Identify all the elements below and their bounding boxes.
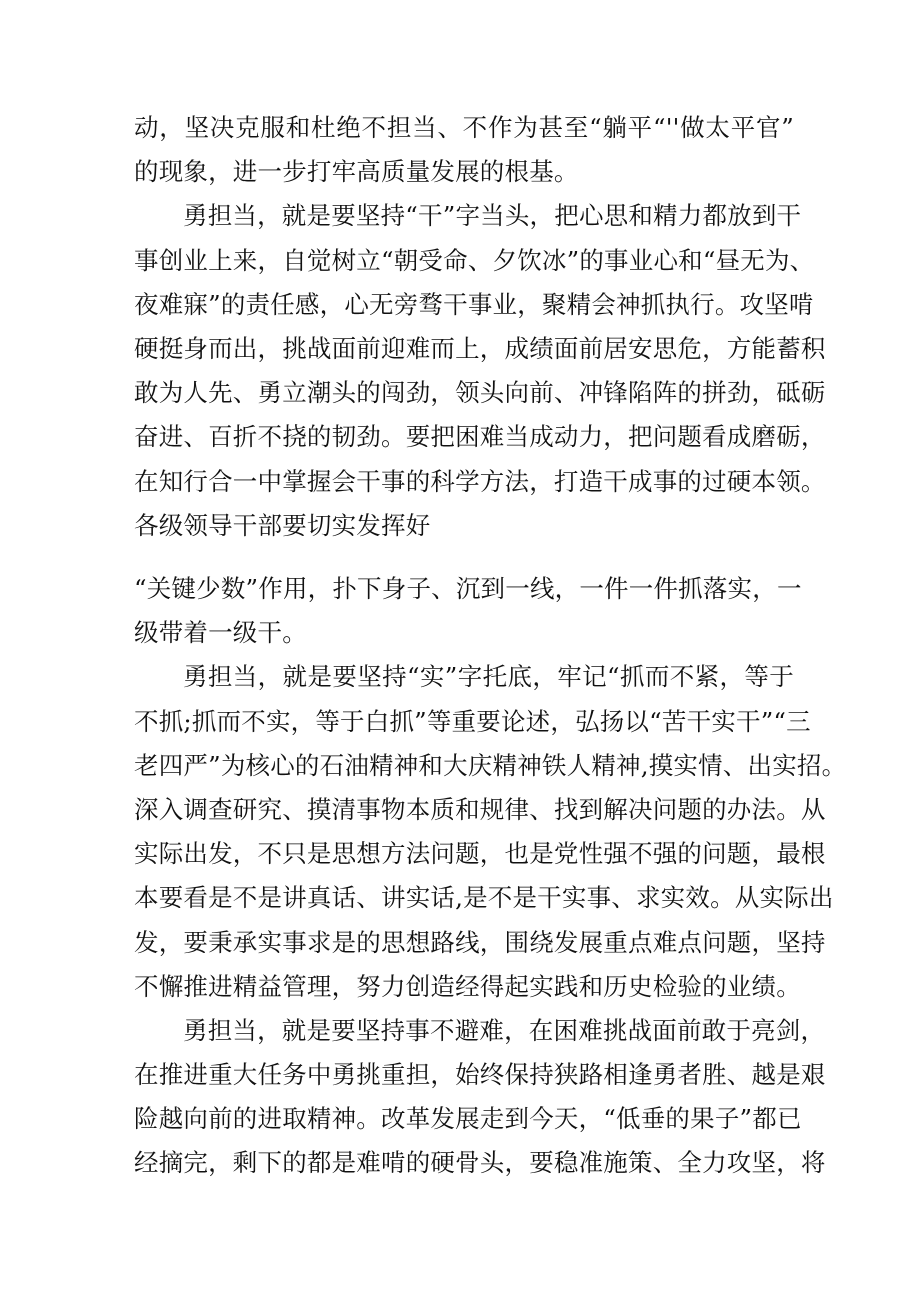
text-line: 夜难寐”的责任感，心无旁骛干事业，聚精会神抓执行。攻坚啃: [134, 289, 814, 319]
text-line: 发，要秉承实事求是的思想路线，围绕发展重点难点问题，坚持: [134, 927, 826, 957]
text-line: 奋进、百折不挠的韧劲。要把困难当成动力，把问题看成磨砺，: [134, 422, 826, 452]
text-line: 事创业上来，自觉树立“朝受命、夕饮冰”的事业心和“昼无为、: [134, 245, 815, 275]
text-line: 本要看是不是讲真话、讲实话,是不是干实事、求实效。从实际出: [134, 883, 834, 913]
text-line: 各级领导干部要切实发挥好: [134, 510, 431, 540]
text-line: 险越向前的进取精神。改革发展走到今天，“低垂的果子”都已: [134, 1104, 802, 1134]
text-line: 经摘完，剩下的都是难啃的硬骨头，要稳准施策、全力攻坚，将: [134, 1148, 826, 1178]
text-block-top: [134, 106, 826, 548]
paragraph-start-line: 勇担当，就是要坚持“干”字当头，把心思和精力都放到干: [183, 201, 802, 231]
text-line: 级带着一级干。: [134, 618, 307, 648]
paragraph-start-line: 勇担当，就是要坚持事不避难，在困难挑战面前敢于亮剑，: [183, 1015, 826, 1045]
text-line: “关键少数”作用，扑下身子、沉到一线，一件一件抓落实，一: [134, 574, 802, 603]
text-line: 在推进重大任务中勇挑重担，始终保持狭路相逢勇者胜、越是艰: [134, 1060, 826, 1090]
text-line: 在知行合一中掌握会干事的科学方法，打造干成事的过硬本领。: [134, 466, 826, 496]
text-line: 不懈推进精益管理，努力创造经得起实践和历史检验的业绩。: [134, 971, 801, 1001]
text-line: 动，坚决克服和杜绝不担当、不作为甚至“躺平“''做太平官”: [134, 113, 794, 142]
paragraph-start-line: 勇担当，就是要坚持“实”字托底，牢记“抓而不紧，等于: [183, 662, 794, 692]
text-line: 敢为人先、勇立潮头的闯劲，领头向前、冲锋陷阵的拼劲，砥砺: [134, 378, 826, 408]
text-line: 硬挺身而出，挑战面前迎难而上，成绩面前居安思危，方能蓄积: [134, 333, 826, 363]
text-line: 不抓;抓而不实，等于白抓”等重要论述，弘扬以“苦干实干”“三: [134, 706, 811, 736]
text-line: 老四严”为核心的石油精神和大庆精神铁人精神,摸实情、出实招。: [134, 750, 847, 780]
text-line: 深入调查研究、摸清事物本质和规律、找到解决问题的办法。从: [134, 794, 826, 824]
text-block-bottom: [134, 567, 847, 1186]
text-line: 的现象，进一步打牢高质量发展的根基。: [134, 157, 579, 187]
text-line: 实际出发，不只是思想方法问题，也是党性强不强的问题，最根: [134, 839, 826, 869]
